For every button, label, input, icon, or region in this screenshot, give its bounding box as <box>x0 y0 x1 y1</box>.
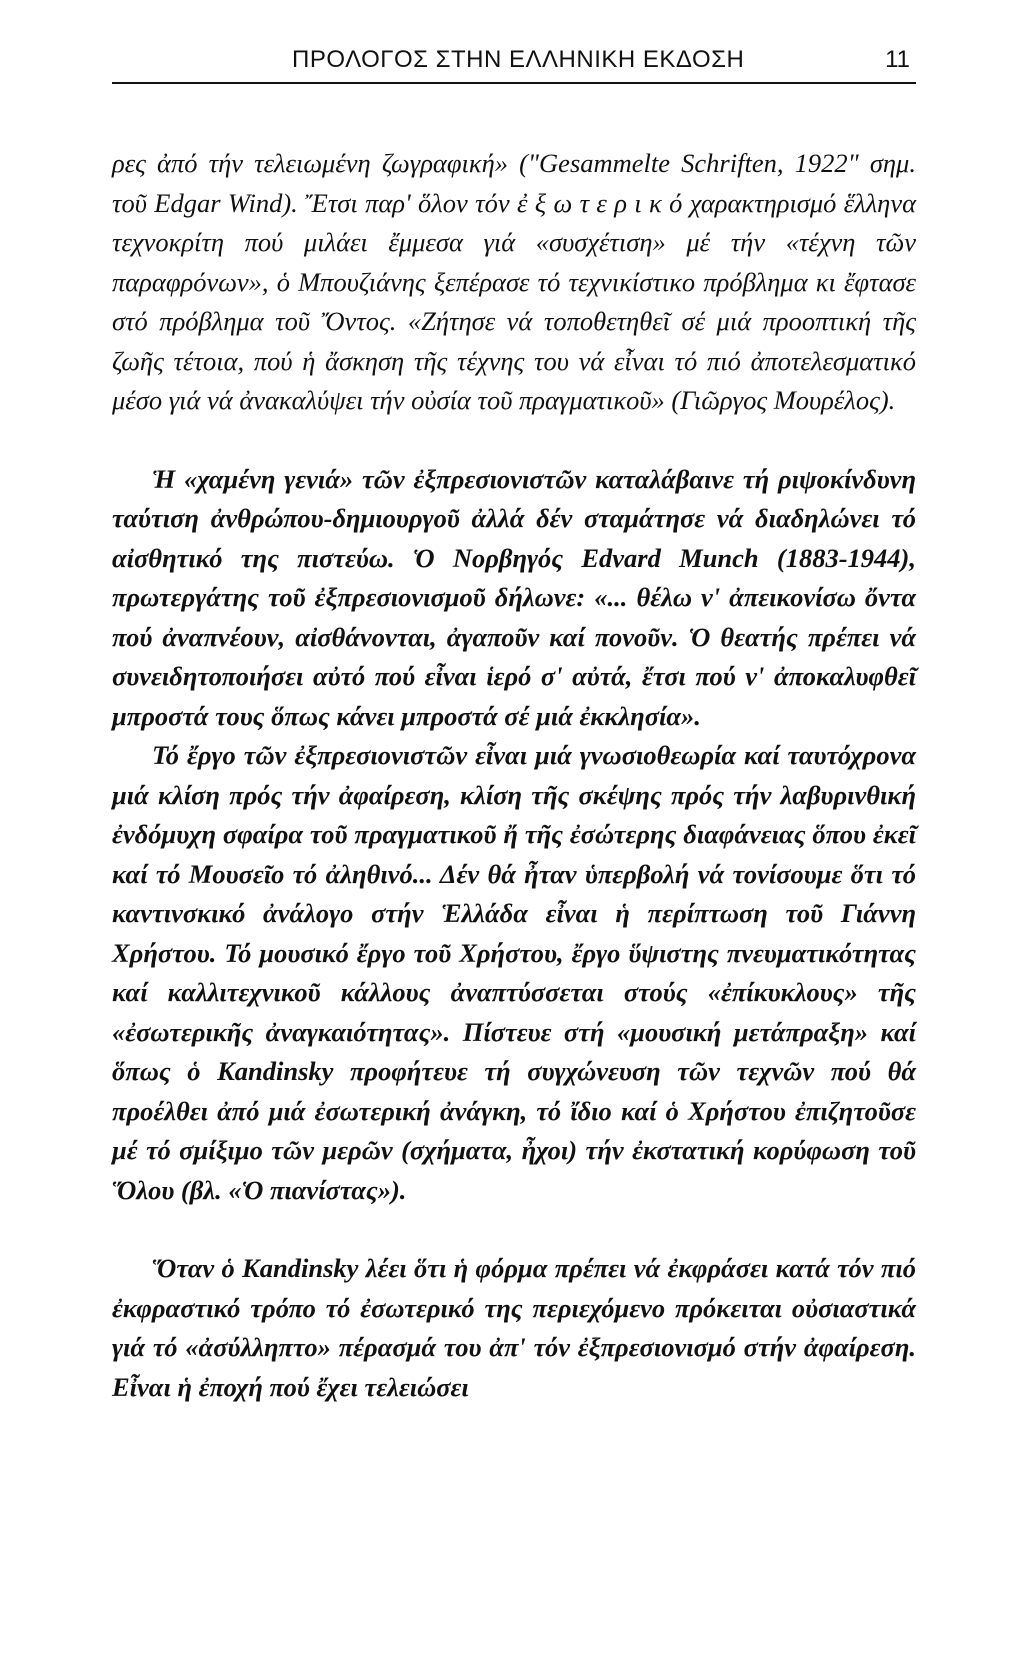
paragraph-gap <box>112 421 916 460</box>
paragraph-2: Ἡ «χαμένη γενιά» τῶν ἐξπρεσιονιστῶν καταλάβαινε τή ριψοκίνδυνη ταύτιση ἀνθρώπου-δημιουργοῦ ἀλλά δέν σταμάτησε νά διαδηλώνει τό αἰσθητικό της πιστεύω. Ὁ Νορβηγός Edvard Munch (1883-1944), πρωτεργάτης τοῦ ἐξπρεσιονισμοῦ δήλωνε: «... θέλω ν' ἀπεικονίσω ὄντα πού ἀναπνέουν, αἰσθάνονται, ἀγαποῦν καί πονοῦν. Ὁ θεατής πρέπει νά συνειδητοποιήσει αὐτό πού εἶναι ἱερό σ' αὐτά, ἔτσι πού ν' ἀποκαλυφθεῖ μπροστά τους ὅπως κάνει μπροστά σέ μιά ἐκκλησία». <box>112 463 916 731</box>
paragraph-3: Τό ἔργο τῶν ἐξπρεσιονιστῶν εἶναι μιά γνωσιοθεωρία καί ταυτόχρονα μιά κλίση πρός τήν ἀφαίρεση, κλίση τῆς σκέψης πρός τήν λαβυρινθική ἐνδόμυχη σφαίρα τοῦ πραγματικοῦ ἤ τῆς ἐσώτερης διαφάνειας ὅπου ἐκεῖ καί τό Μουσεῖο τό ἀληθινό... Δέν θά ἦταν ὑπερβολή νά τονίσουμε ὅτι τό καντινσκικό ἀνάλογο στήν Ἑλλάδα εἶναι ἡ περίπτωση τοῦ Γιάννη Χρήστου. Τό μουσικό ἔργο τοῦ Χρήστου, ἔργο ὕψιστης πνευματικότητας καί καλλιτεχνικοῦ κάλλους ἀναπτύσσεται στούς «ἐπίκυκλους» τῆς «ἐσωτερικῆς ἀναγκαιότητας». Πίστευε στή «μουσική μετάπραξη» καί ὅπως ὁ Kandinsky προφήτευε τή συγχώνευση τῶν τεχνῶν πού θά προέλθει ἀπό μιά ἐσωτερική ἀνάγκη, τό ἴδιο καί ὁ Χρήστου ἐπιζητοῦσε μέ τό σμίξιμο τῶν μερῶν (σχήματα, ἦχοι) τήν ἐκστατική κορύφωση τοῦ Ὅλου (βλ. «Ὁ πιανίστας»). <box>112 740 916 1205</box>
paragraph-1: ρες ἀπό τήν τελειωμένη ζωγραφική» ("Gesammelte Schriften, 1922" σημ. τοῦ Edgar Wind). Ἔτσι παρ' ὅλον τόν ἐ ξ ω τ ε ρ ι κ ό χαρακτηρισμό ἕλληνα τεχνοκρίτη πού μιλάει ἔμμεσα γιά «συσχέτιση» μέ τήν «τέχνη τῶν παραφρόνων», ὁ Μπουζιάνης ξεπέρασε τό τεχνικίστικο πρόβλημα κι ἔφτασε στό πρόβλημα τοῦ Ὄντος. «Ζήτησε νά τοποθετηθεῖ σέ μιά προοπτική τῆς ζωῆς τέτοια, πού ἡ ἄσκηση τῆς τέχνης του νά εἶναι τό πιό ἀποτελεσματικό μέσο γιά νά ἀνακαλύψει τήν οὐσία τοῦ πραγματικοῦ» (Γιῶργος Μουρέλος). <box>112 148 916 415</box>
running-head-title: ΠΡΟΛΟΓΟΣ ΣΤΗΝ ΕΛΛΗΝΙΚΗ ΕΚΔΟΣΗ <box>292 46 745 73</box>
paragraph-gap <box>112 1210 916 1249</box>
running-header <box>112 42 916 84</box>
page-number: 11 <box>885 46 910 73</box>
paragraph-4: Ὅταν ὁ Kandinsky λέει ὅτι ἡ φόρμα πρέπει νά ἐκφράσει κατά τόν πιό ἐκφραστικό τρόπο τό ἐσωτερικό της περιεχόμενο πρόκειται οὐσιαστικά γιά τό «ἀσύλληπτο» πέρασμά του ἀπ' τόν ἐξπρεσιονισμό στήν ἀφαίρεση. Εἶναι ἡ ἐποχή πού ἔχει τελειώσει <box>112 1253 916 1402</box>
page-body <box>112 144 916 1407</box>
